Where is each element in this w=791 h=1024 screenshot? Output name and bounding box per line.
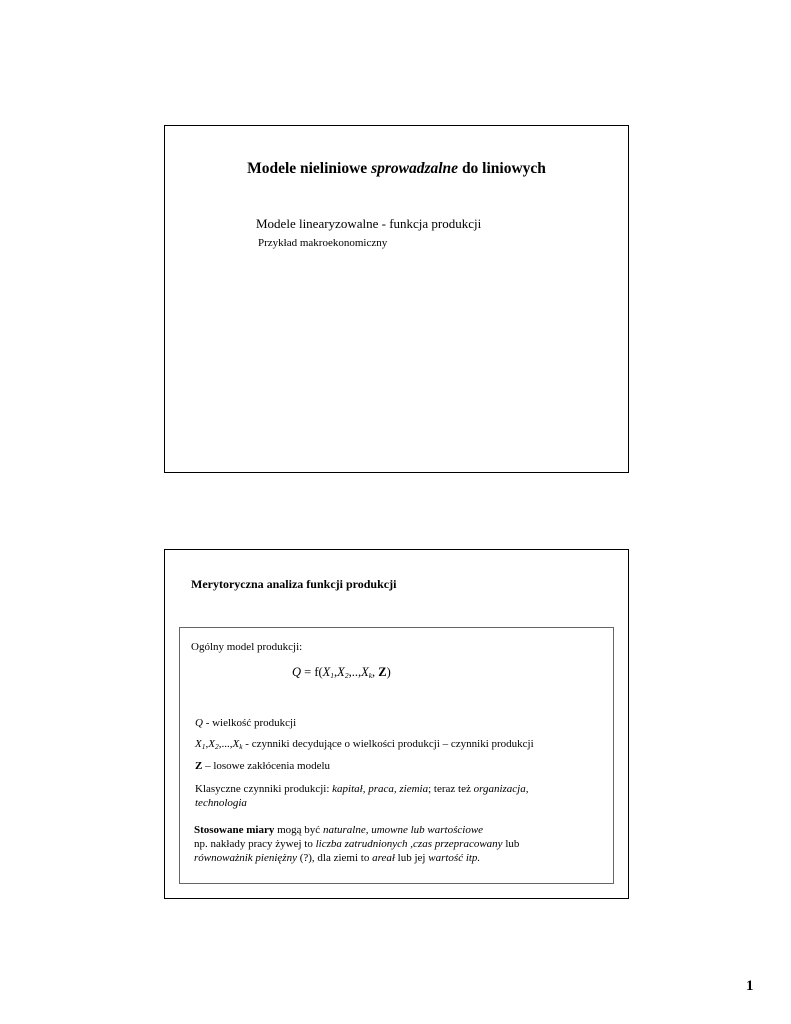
page-number: 1 <box>746 978 754 994</box>
classic-factors: Klasyczne czynniki produkcji: kapitał, praca, ziemia; teraz też organizacja, technologia <box>195 783 529 809</box>
x-definition: $X_1,X_2,...,X_k$ - czynniki decydujące o wielkości produkcji – czynniki produkcji <box>195 738 534 751</box>
title-text-end: do liniowych <box>458 160 546 177</box>
production-formula: $Q = f(X_1,X_2,..,X_k$, Z) <box>292 665 391 680</box>
slide-2 <box>164 549 629 899</box>
measures-paragraph: Stosowane miary mogą być naturalne, umowne lub wartościowe np. nakłady pracy żywej to liczba zatrudnionych ,czas przepracowany lub równoważnik pieniężny (?), dla ziemi to areał lub jej wartość itp. <box>194 824 520 864</box>
general-model-label: Ogólny model produkcji: <box>191 641 303 653</box>
title-italic-text: sprowadzalne <box>371 160 459 177</box>
slide-1 <box>164 125 629 473</box>
content-box <box>179 627 614 884</box>
q-definition: Q - wielkość produkcji <box>195 717 297 729</box>
slide-1-subtitle: Modele linearyzowalne - funkcja produkcji <box>256 216 482 231</box>
z-definition: Z – losowe zakłócenia modelu <box>195 760 331 772</box>
slide-2-title: Merytoryczna analiza funkcji produkcji <box>191 577 397 591</box>
slide-1-subtitle-small: Przykład makroekonomiczny <box>258 237 388 249</box>
slide-1-title <box>165 160 628 178</box>
title-text: Modele nieliniowe <box>247 160 372 177</box>
